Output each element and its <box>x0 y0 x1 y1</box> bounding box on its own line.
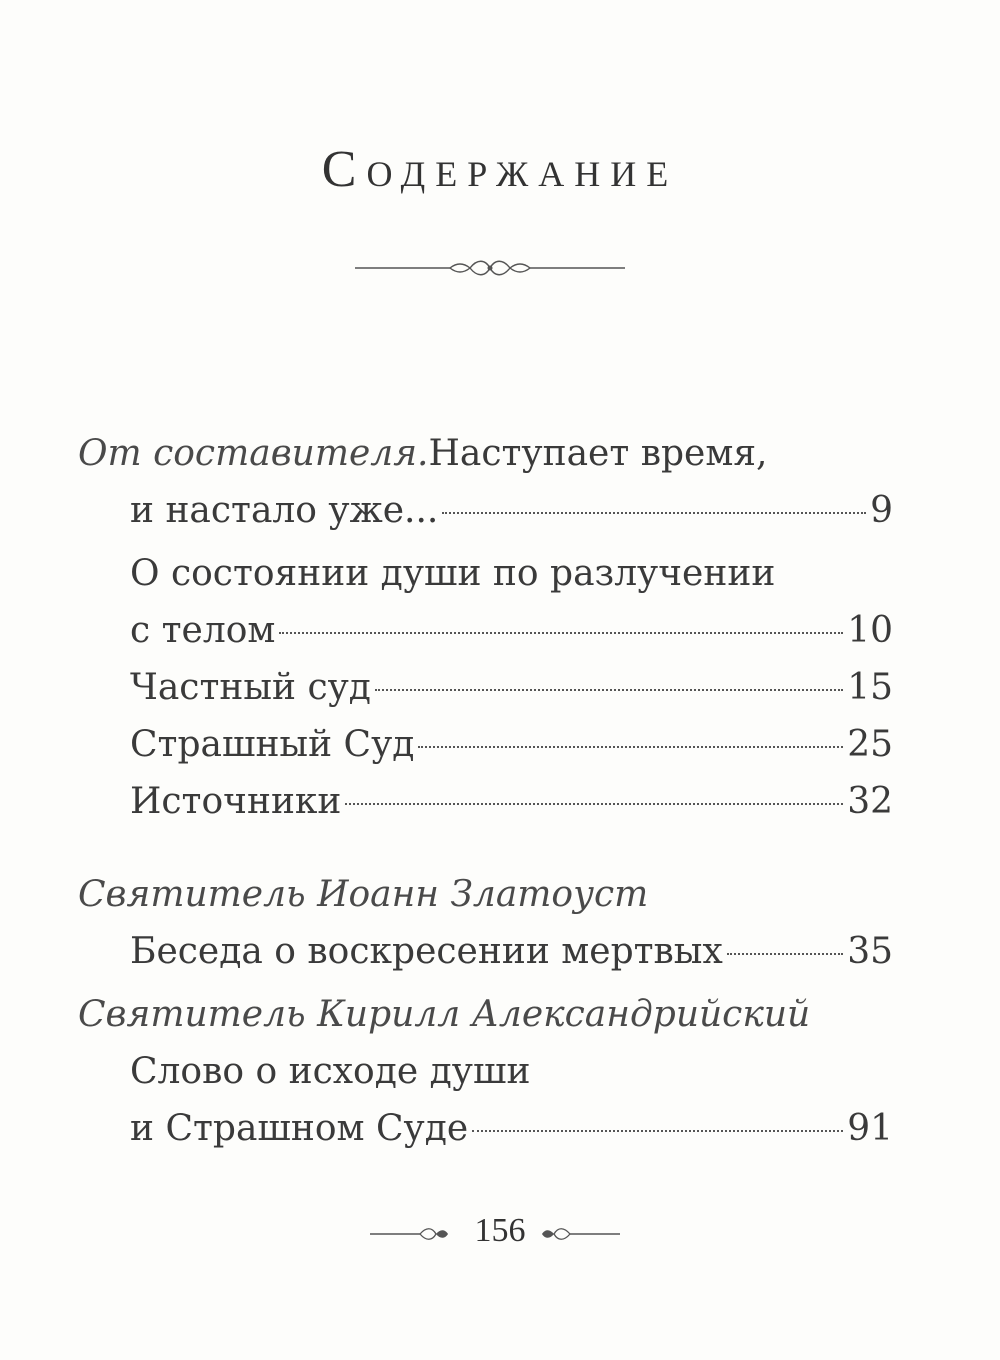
toc-entry-last-judgment[interactable] <box>78 716 893 773</box>
toc-page-number: 10 <box>847 610 893 651</box>
dot-leader <box>472 1130 843 1132</box>
dot-leader <box>727 953 843 955</box>
toc-author-chrysostom <box>78 866 893 923</box>
toc-entry-soul-exodus-cont[interactable] <box>78 1100 893 1157</box>
dot-leader <box>375 689 843 691</box>
toc-author-cyril <box>78 986 893 1043</box>
dot-leader <box>345 803 843 805</box>
toc-page-number: 15 <box>847 667 893 708</box>
page-footer <box>0 1212 1000 1262</box>
toc-title: О состоянии души по разлучении <box>130 553 776 594</box>
table-of-contents <box>78 425 893 1157</box>
page-title: Содержание <box>321 141 679 198</box>
toc-entry-compiler[interactable] <box>78 425 893 482</box>
toc-page-number: 91 <box>847 1108 893 1149</box>
dot-leader <box>442 512 866 514</box>
toc-title: и настало уже... <box>130 490 439 531</box>
flourish-divider-icon <box>355 255 625 281</box>
toc-title: и Страшном Суде <box>130 1108 469 1149</box>
toc-title: Страшный Суд <box>130 724 415 765</box>
toc-entry-soul-state[interactable] <box>78 545 893 602</box>
toc-entry-resurrection[interactable] <box>78 923 893 980</box>
dot-leader <box>418 746 843 748</box>
toc-entry-sources[interactable] <box>78 773 893 830</box>
toc-page-number: 35 <box>847 931 893 972</box>
toc-title: Источники <box>130 781 342 822</box>
toc-page-number: 9 <box>870 490 893 531</box>
toc-title: Наступает время, <box>428 433 768 474</box>
dot-leader <box>279 632 843 634</box>
page-number: 156 <box>474 1212 526 1249</box>
toc-title: Слово о исходе души <box>130 1051 531 1092</box>
toc-title: Частный суд <box>130 667 371 708</box>
toc-title: Беседа о воскресении мертвых <box>130 931 723 972</box>
toc-entry-particular-judgment[interactable] <box>78 659 893 716</box>
toc-author: От составителя. <box>78 433 429 474</box>
flourish-right-icon <box>540 1224 620 1244</box>
toc-author: Святитель Кирилл Александрийский <box>78 994 811 1035</box>
toc-entry-soul-exodus[interactable] <box>78 1043 893 1100</box>
toc-page-number: 25 <box>847 724 893 765</box>
toc-entry-compiler-cont[interactable] <box>78 482 893 539</box>
toc-entry-soul-state-cont[interactable] <box>78 602 893 659</box>
toc-page-number: 32 <box>847 781 893 822</box>
toc-title: с телом <box>130 610 276 651</box>
toc-author: Святитель Иоанн Златоуст <box>78 874 649 915</box>
